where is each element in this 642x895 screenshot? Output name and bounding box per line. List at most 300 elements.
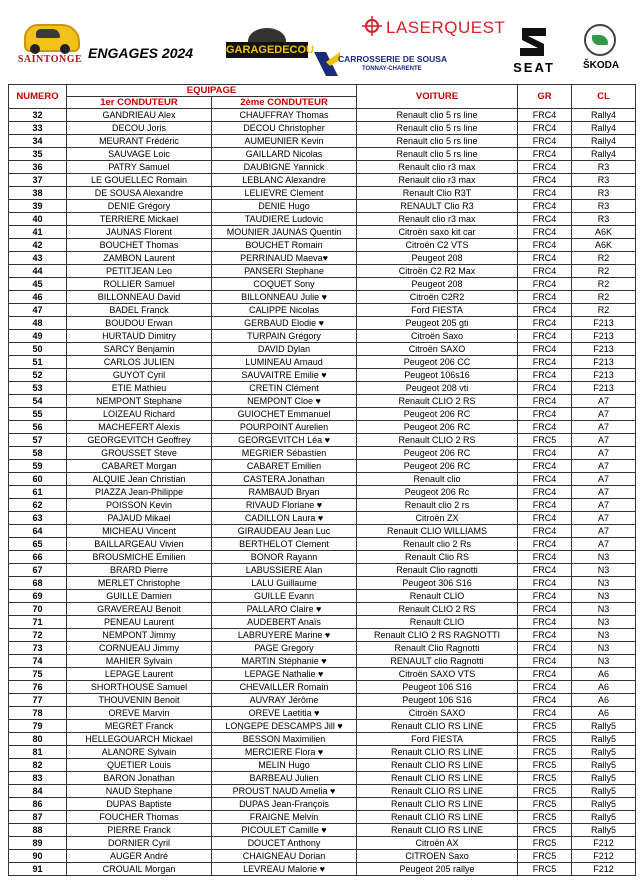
table-row — [9, 564, 636, 577]
cell-numero: 46 — [9, 291, 67, 304]
cell-cl: A7 — [572, 486, 636, 499]
cell-voiture: Renault clio r3 max — [357, 161, 518, 174]
cell-driver1: BILLONNEAU David — [67, 291, 212, 304]
cell-voiture: Renault CLIO 2 RS — [357, 603, 518, 616]
cell-driver2: PICOULET Camille ♥ — [212, 824, 357, 837]
cell-cl: A7 — [572, 525, 636, 538]
cell-numero: 54 — [9, 395, 67, 408]
cell-cl: N3 — [572, 603, 636, 616]
table-row — [9, 577, 636, 590]
seat-logo-text: SEAT — [513, 60, 555, 75]
cell-driver2: LALU Guillaume — [212, 577, 357, 590]
cell-gr: FRC4 — [518, 187, 572, 200]
cell-gr: FRC4 — [518, 369, 572, 382]
cell-driver1: HELLEGOUARCH Mickael — [67, 733, 212, 746]
cell-cl: A7 — [572, 434, 636, 447]
cell-voiture: Citroën SAXO VTS — [357, 668, 518, 681]
cell-gr: FRC4 — [518, 213, 572, 226]
cell-numero: 84 — [9, 785, 67, 798]
cell-numero: 75 — [9, 668, 67, 681]
cell-numero: 86 — [9, 798, 67, 811]
table-row — [9, 499, 636, 512]
column-header-gr: GR — [518, 85, 572, 109]
cell-cl: Rally5 — [572, 759, 636, 772]
table-row — [9, 551, 636, 564]
cell-numero: 43 — [9, 252, 67, 265]
cell-voiture: Renault Clio Ragnotti — [357, 642, 518, 655]
table-row — [9, 616, 636, 629]
cell-driver1: THOUVENIN Benoit — [67, 694, 212, 707]
cell-voiture: CITROEN Saxo — [357, 850, 518, 863]
cell-driver2: BARBEAU Julien — [212, 772, 357, 785]
cell-driver1: GRAVEREAU Benoit — [67, 603, 212, 616]
table-row — [9, 148, 636, 161]
cell-driver1: MERLET Christophe — [67, 577, 212, 590]
column-header-driver2: 2ème CONDUTEUR — [212, 97, 357, 109]
cell-voiture: Renault clio — [357, 473, 518, 486]
cell-driver1: PATRY Samuel — [67, 161, 212, 174]
cell-cl: F213 — [572, 369, 636, 382]
cell-numero: 65 — [9, 538, 67, 551]
cell-driver2: CHEVAILLER Romain — [212, 681, 357, 694]
cell-voiture: Citroën saxo kit car — [357, 226, 518, 239]
skoda-logo — [574, 22, 628, 78]
cell-driver2: TURPAIN Grégory — [212, 330, 357, 343]
cell-driver2: LEBLANC Alexandre — [212, 174, 357, 187]
table-row — [9, 538, 636, 551]
cell-cl: F213 — [572, 317, 636, 330]
cell-cl: R2 — [572, 304, 636, 317]
cell-voiture: Peugeot 206 RC — [357, 447, 518, 460]
cell-cl: A6 — [572, 707, 636, 720]
cell-voiture: Citroën SAXO — [357, 707, 518, 720]
cell-driver1: LEPAGE Laurent — [67, 668, 212, 681]
table-row — [9, 486, 636, 499]
cell-gr: FRC4 — [518, 616, 572, 629]
cell-voiture: Renault CLIO RS LINE — [357, 746, 518, 759]
cell-cl: A7 — [572, 473, 636, 486]
cell-driver2: MERCIERE Flora ♥ — [212, 746, 357, 759]
cell-gr: FRC4 — [518, 148, 572, 161]
cell-voiture: Renault CLIO RS LINE — [357, 772, 518, 785]
cell-numero: 38 — [9, 187, 67, 200]
cell-driver2: MEGRIER Sébastien — [212, 447, 357, 460]
cell-numero: 47 — [9, 304, 67, 317]
cell-cl: A6 — [572, 681, 636, 694]
table-row — [9, 395, 636, 408]
cell-numero: 52 — [9, 369, 67, 382]
cell-numero: 71 — [9, 616, 67, 629]
cell-cl: N3 — [572, 590, 636, 603]
cell-numero: 64 — [9, 525, 67, 538]
cell-driver1: DE SOUSA Alexandre — [67, 187, 212, 200]
cell-driver2: NEMPONT Cloe ♥ — [212, 395, 357, 408]
cell-driver2: LEPAGE Nathalie ♥ — [212, 668, 357, 681]
table-row — [9, 421, 636, 434]
cell-cl: A7 — [572, 395, 636, 408]
cell-driver1: GROUSSET Steve — [67, 447, 212, 460]
cell-voiture: Peugeot 206 RC — [357, 421, 518, 434]
cell-driver2: FRAIGNE Melvin — [212, 811, 357, 824]
cell-voiture: Renault CLIO RS LINE — [357, 759, 518, 772]
cell-gr: FRC4 — [518, 681, 572, 694]
cell-gr: FRC5 — [518, 824, 572, 837]
cell-gr: FRC4 — [518, 655, 572, 668]
cell-voiture: Renault CLIO RS LINE — [357, 798, 518, 811]
cell-gr: FRC4 — [518, 564, 572, 577]
cell-driver2: PERRINAUD Maeva♥ — [212, 252, 357, 265]
cell-cl: Rally5 — [572, 824, 636, 837]
crosshair-icon — [362, 16, 382, 36]
table-row — [9, 824, 636, 837]
cell-gr: FRC5 — [518, 759, 572, 772]
cell-driver1: BADEL Franck — [67, 304, 212, 317]
cell-driver2: AUDEBERT Anaïs — [212, 616, 357, 629]
cell-driver2: COQUET Sony — [212, 278, 357, 291]
cell-voiture: Renault clio 2 rs — [357, 499, 518, 512]
table-row — [9, 655, 636, 668]
table-row — [9, 772, 636, 785]
cell-driver2: DOUCET Anthony — [212, 837, 357, 850]
cell-voiture: Renault clio 2 Rs — [357, 538, 518, 551]
cell-numero: 88 — [9, 824, 67, 837]
table-row — [9, 291, 636, 304]
table-row — [9, 733, 636, 746]
cell-gr: FRC4 — [518, 603, 572, 616]
table-row — [9, 265, 636, 278]
table-row — [9, 187, 636, 200]
cell-gr: FRC4 — [518, 291, 572, 304]
cell-gr: FRC4 — [518, 109, 572, 122]
cell-numero: 42 — [9, 239, 67, 252]
cell-numero: 33 — [9, 122, 67, 135]
carrosserie-logo-text: CARROSSERIE DE SOUSA — [338, 54, 448, 64]
cell-numero: 80 — [9, 733, 67, 746]
cell-cl: N3 — [572, 655, 636, 668]
cell-numero: 35 — [9, 148, 67, 161]
cell-driver2: LABRUYERE Marine ♥ — [212, 629, 357, 642]
cell-gr: FRC4 — [518, 421, 572, 434]
cell-cl: N3 — [572, 551, 636, 564]
cell-driver2: GUIOCHET Emmanuel — [212, 408, 357, 421]
cell-driver2: PROUST NAUD Amelia ♥ — [212, 785, 357, 798]
cell-driver1: TERRIERE Mickael — [67, 213, 212, 226]
cell-gr: FRC4 — [518, 408, 572, 421]
cell-driver2: POURPOINT Aurelien — [212, 421, 357, 434]
cell-cl: Rally5 — [572, 798, 636, 811]
cell-voiture: Renault CLIO 2 RS — [357, 434, 518, 447]
cell-gr: FRC4 — [518, 668, 572, 681]
cell-driver1: CARLOS JULIEN — [67, 356, 212, 369]
cell-cl: F212 — [572, 837, 636, 850]
cell-driver1: CORNUEAU Jimmy — [67, 642, 212, 655]
table-row — [9, 356, 636, 369]
cell-voiture: Citroën SAXO — [357, 343, 518, 356]
table-row — [9, 460, 636, 473]
cell-voiture: Peugeot 206 Rc — [357, 486, 518, 499]
cell-voiture: Citroën C2 R2 Max — [357, 265, 518, 278]
cell-driver2: BILLONNEAU Julie ♥ — [212, 291, 357, 304]
saintonge-logo-text: SAINTONGE — [17, 54, 83, 65]
cell-numero: 57 — [9, 434, 67, 447]
cell-gr: FRC4 — [518, 382, 572, 395]
cell-voiture: Renault clio 5 rs line — [357, 109, 518, 122]
cell-driver2: GEORGEVITCH Léa ♥ — [212, 434, 357, 447]
cell-driver2: PANSERI Stephane — [212, 265, 357, 278]
table-row — [9, 408, 636, 421]
cell-gr: FRC4 — [518, 473, 572, 486]
cell-numero: 44 — [9, 265, 67, 278]
cell-voiture: Renault clio 5 rs line — [357, 148, 518, 161]
cell-driver1: LOIZEAU Richard — [67, 408, 212, 421]
cell-gr: FRC4 — [518, 356, 572, 369]
cell-numero: 69 — [9, 590, 67, 603]
cell-cl: Rally5 — [572, 772, 636, 785]
cell-driver1: CROUAIL Morgan — [67, 863, 212, 876]
cell-voiture: Renault CLIO RS LINE — [357, 785, 518, 798]
table-row — [9, 850, 636, 863]
cell-driver1: GUYOT Cyril — [67, 369, 212, 382]
table-row — [9, 304, 636, 317]
table-row — [9, 369, 636, 382]
cell-cl: N3 — [572, 642, 636, 655]
cell-cl: A7 — [572, 421, 636, 434]
cell-driver2: OREVE Laetitia ♥ — [212, 707, 357, 720]
cell-cl: F213 — [572, 343, 636, 356]
cell-gr: FRC5 — [518, 837, 572, 850]
cell-voiture: Peugeot 106 S16 — [357, 694, 518, 707]
garage-decou-logo-text: GARAGEDECOU — [226, 44, 315, 56]
saintonge-logo — [14, 20, 86, 68]
cell-driver1: BROUSMICHE Emilien — [67, 551, 212, 564]
cell-driver1: BAILLARGEAU Vivien — [67, 538, 212, 551]
cell-driver2: AUVRAY Jérôme — [212, 694, 357, 707]
cell-driver1: AUGER André — [67, 850, 212, 863]
cell-cl: R3 — [572, 200, 636, 213]
table-row — [9, 681, 636, 694]
cell-numero: 53 — [9, 382, 67, 395]
table-row — [9, 213, 636, 226]
cell-voiture: Renault clio r3 max — [357, 174, 518, 187]
cell-voiture: Citroën ZX — [357, 512, 518, 525]
cell-driver2: CHAUFFRAY Thomas — [212, 109, 357, 122]
cell-driver1: DORNIER Cyril — [67, 837, 212, 850]
cell-gr: FRC4 — [518, 161, 572, 174]
cell-gr: FRC4 — [518, 590, 572, 603]
cell-numero: 37 — [9, 174, 67, 187]
cell-voiture: Peugeot 206 CC — [357, 356, 518, 369]
cell-voiture: Renault Clio RS — [357, 551, 518, 564]
cell-numero: 45 — [9, 278, 67, 291]
cell-driver1: JAUNAS Florent — [67, 226, 212, 239]
cell-numero: 62 — [9, 499, 67, 512]
cell-gr: FRC5 — [518, 785, 572, 798]
cell-cl: A6K — [572, 239, 636, 252]
cell-driver2: DENIE Hugo — [212, 200, 357, 213]
cell-driver2: BONOR Rayann — [212, 551, 357, 564]
cell-voiture: Citroën AX — [357, 837, 518, 850]
cell-cl: A7 — [572, 499, 636, 512]
cell-numero: 70 — [9, 603, 67, 616]
cell-driver1: MAHIER Sylvain — [67, 655, 212, 668]
cell-cl: R3 — [572, 161, 636, 174]
cell-driver2: CALIPPE Nicolas — [212, 304, 357, 317]
cell-driver1: SHORTHOUSE Samuel — [67, 681, 212, 694]
cell-gr: FRC4 — [518, 499, 572, 512]
cell-voiture: Renault CLIO WILLIAMS — [357, 525, 518, 538]
cell-cl: N3 — [572, 629, 636, 642]
cell-driver1: ROLLIER Samuel — [67, 278, 212, 291]
carrosserie-logo-subtext: TONNAY-CHARENTE — [362, 66, 422, 72]
table-row — [9, 135, 636, 148]
cell-driver1: HURTAUD Dimitry — [67, 330, 212, 343]
table-row — [9, 837, 636, 850]
table-row — [9, 720, 636, 733]
cell-driver1: DUPAS Baptiste — [67, 798, 212, 811]
cell-voiture: Renault clio 5 rs line — [357, 122, 518, 135]
cell-cl: Rally4 — [572, 135, 636, 148]
cell-voiture: Citroën C2 VTS — [357, 239, 518, 252]
cell-numero: 41 — [9, 226, 67, 239]
cell-cl: A6 — [572, 694, 636, 707]
cell-voiture: Renault clio r3 max — [357, 213, 518, 226]
cell-driver2: LABUSSIERE Alan — [212, 564, 357, 577]
cell-voiture: Peugeot 208 vti — [357, 382, 518, 395]
cell-gr: FRC4 — [518, 707, 572, 720]
cell-driver1: FOUCHER Thomas — [67, 811, 212, 824]
cell-numero: 90 — [9, 850, 67, 863]
cell-gr: FRC4 — [518, 304, 572, 317]
table-row — [9, 798, 636, 811]
cell-driver2: PAGE Gregory — [212, 642, 357, 655]
cell-gr: FRC4 — [518, 317, 572, 330]
cell-gr: FRC4 — [518, 330, 572, 343]
cell-numero: 63 — [9, 512, 67, 525]
cell-driver1: NEMPONT Jimmy — [67, 629, 212, 642]
page-header — [0, 0, 642, 84]
cell-gr: FRC4 — [518, 252, 572, 265]
table-row — [9, 590, 636, 603]
cell-gr: FRC4 — [518, 200, 572, 213]
cell-voiture: Renault CLIO RS LINE — [357, 720, 518, 733]
cell-driver2: CHAIGNEAU Dorian — [212, 850, 357, 863]
table-row — [9, 343, 636, 356]
cell-driver2: LUMINEAU Arnaud — [212, 356, 357, 369]
cell-driver1: NEMPONT Stephane — [67, 395, 212, 408]
cell-numero: 83 — [9, 772, 67, 785]
cell-gr: FRC4 — [518, 551, 572, 564]
cell-driver2: AUMEUNIER Kevin — [212, 135, 357, 148]
cell-voiture: RENAULT Clio R3 — [357, 200, 518, 213]
cell-voiture: Citroën C2R2 — [357, 291, 518, 304]
cell-driver1: BOUCHET Thomas — [67, 239, 212, 252]
cell-driver2: LEVREAU Malorie ♥ — [212, 863, 357, 876]
cell-voiture: Renault CLIO RS LINE — [357, 811, 518, 824]
cell-driver1: ETIE Mathieu — [67, 382, 212, 395]
cell-numero: 89 — [9, 837, 67, 850]
cell-numero: 32 — [9, 109, 67, 122]
cell-cl: A7 — [572, 512, 636, 525]
cell-driver2: TAUDIERE Ludovic — [212, 213, 357, 226]
cell-cl: A7 — [572, 538, 636, 551]
laser-quest-logo-text: LASERQUEST — [386, 18, 506, 37]
cell-cl: Rally5 — [572, 811, 636, 824]
cell-gr: FRC4 — [518, 447, 572, 460]
cell-cl: R3 — [572, 174, 636, 187]
cell-driver1: ALQUIE Jean Christian — [67, 473, 212, 486]
cell-voiture: Peugeot 206 RC — [357, 408, 518, 421]
cell-cl: F212 — [572, 850, 636, 863]
cell-cl: N3 — [572, 577, 636, 590]
table-row — [9, 330, 636, 343]
cell-cl: F213 — [572, 356, 636, 369]
cell-driver2: BERTHELOT Clement — [212, 538, 357, 551]
cell-driver1: LE GOUELLEC Romain — [67, 174, 212, 187]
cell-cl: N3 — [572, 564, 636, 577]
table-row — [9, 200, 636, 213]
table-row — [9, 512, 636, 525]
cell-numero: 59 — [9, 460, 67, 473]
table-row — [9, 226, 636, 239]
cell-gr: FRC4 — [518, 265, 572, 278]
cell-driver1: QUETIER Louis — [67, 759, 212, 772]
cell-gr: FRC5 — [518, 772, 572, 785]
cell-numero: 61 — [9, 486, 67, 499]
cell-driver1: POISSON Kevin — [67, 499, 212, 512]
cell-gr: FRC4 — [518, 343, 572, 356]
cell-driver2: SAUVAITRE Emilie ♥ — [212, 369, 357, 382]
cell-cl: R3 — [572, 187, 636, 200]
skoda-logo-text: ŠKODA — [582, 60, 620, 71]
table-row — [9, 473, 636, 486]
table-row — [9, 252, 636, 265]
cell-driver2: LONGEPE DESCAMPS Jill ♥ — [212, 720, 357, 733]
cell-cl: R2 — [572, 252, 636, 265]
table-row — [9, 642, 636, 655]
table-row — [9, 174, 636, 187]
cell-gr: FRC4 — [518, 629, 572, 642]
cell-driver2: MARTIN Stéphanie ♥ — [212, 655, 357, 668]
cell-numero: 60 — [9, 473, 67, 486]
cell-driver2: DUPAS Jean-François — [212, 798, 357, 811]
cell-gr: FRC4 — [518, 135, 572, 148]
cell-cl: R2 — [572, 265, 636, 278]
cell-gr: FRC4 — [518, 226, 572, 239]
cell-numero: 50 — [9, 343, 67, 356]
garage-decou-logo — [226, 28, 315, 64]
cell-driver1: PIERRE Franck — [67, 824, 212, 837]
cell-gr: FRC4 — [518, 538, 572, 551]
cell-driver1: PAJAUD Mikael — [67, 512, 212, 525]
cell-driver2: RAMBAUD Bryan — [212, 486, 357, 499]
cell-voiture: Ford FIESTA — [357, 304, 518, 317]
table-row — [9, 759, 636, 772]
cell-cl: F213 — [572, 382, 636, 395]
cell-numero: 91 — [9, 863, 67, 876]
cell-gr: FRC5 — [518, 863, 572, 876]
cell-numero: 51 — [9, 356, 67, 369]
cell-voiture: Citroën Saxo — [357, 330, 518, 343]
wheel-icon — [60, 44, 70, 54]
cell-voiture: Renault CLIO — [357, 590, 518, 603]
cell-gr: FRC5 — [518, 434, 572, 447]
cell-driver1: GUILLE Damien — [67, 590, 212, 603]
cell-driver2: GIRAUDEAU Jean Luc — [212, 525, 357, 538]
cell-gr: FRC4 — [518, 577, 572, 590]
page-title: ENGAGES 2024 — [88, 45, 194, 61]
cell-numero: 81 — [9, 746, 67, 759]
cell-voiture: Peugeot 205 gti — [357, 317, 518, 330]
